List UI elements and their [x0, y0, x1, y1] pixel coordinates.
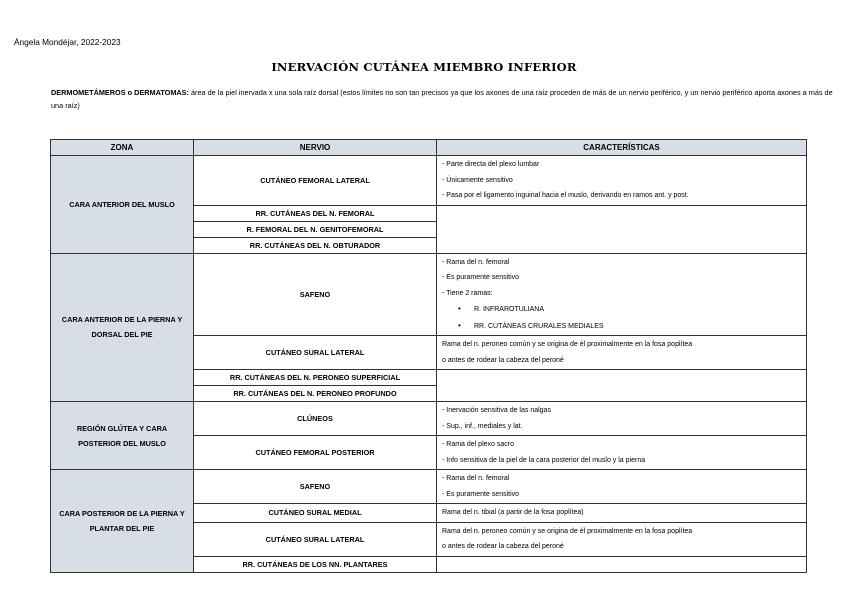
char-line: - Rama del n. femoral [442, 475, 510, 482]
page-title: INERVACIÓN CUTÁNEA MIEMBRO INFERIOR [271, 60, 577, 74]
intro-text: área de la piel inervada x una sola raíz dorsal (estos límites no son tan precisos ya que los axones de una raíz proceden de más de un nervio periférico, y un nervio periférico aporta axones a más de una raíz) [51, 88, 833, 110]
char-line: o antes de rodear la cabeza del peroné [442, 356, 564, 364]
zone-cell: CARA ANTERIOR DEL MUSLO [51, 156, 194, 254]
nerve-cell: CUTÁNEO SURAL MEDIAL [194, 504, 437, 523]
char-line: o antes de rodear la cabeza del peroné [442, 543, 564, 550]
characteristics-cell [437, 336, 807, 370]
char-line: - Sup., inf., mediales y lat. [442, 422, 523, 430]
table-row [51, 156, 807, 206]
characteristics-cell [437, 436, 807, 470]
nerve-cell: RR. CUTÁNEAS DE LOS NN. PLANTARES [194, 556, 437, 572]
characteristics-cell [437, 504, 807, 523]
intro-term: DERMOMETÁMEROS o DERMATOMAS: [51, 88, 189, 97]
characteristics-cell-empty [437, 205, 807, 253]
nerve-cell: CUTÁNEO FEMORAL POSTERIOR [194, 436, 437, 470]
char-line: - Rama del n. femoral [442, 258, 510, 266]
characteristics-cell [437, 253, 807, 336]
char-line: - Inervación sensitiva de las nalgas [442, 407, 551, 414]
nerve-cell: R. FEMORAL DEL N. GENITOFEMORAL [194, 221, 437, 237]
zone-cell: CARA ANTERIOR DE LA PIERNA Y DORSAL DEL PIE [51, 253, 194, 402]
char-bullet: • RR. CUTÁNEAS CRURALES MEDIALES [442, 318, 801, 335]
characteristics-cell [437, 402, 807, 436]
author-line: Ángela Mondéjar, 2022-2023 [14, 37, 121, 47]
zone-cell: CARA POSTERIOR DE LA PIERNA Y PLANTAR DEL PIE [51, 470, 194, 573]
char-bullet: • R. INFRAROTULIANA [442, 301, 801, 318]
char-line: Rama del n. peroneo común y se origina de él proximalmente en la fosa poplítea [442, 341, 693, 348]
nerve-cell: CUTÁNEO FEMORAL LATERAL [194, 156, 437, 206]
nerve-cell: RR. CUTÁNEAS DEL N. PERONEO SUPERFICIAL [194, 370, 437, 386]
nerve-cell: RR. CUTÁNEAS DEL N. OBTURADOR [194, 237, 437, 253]
char-line: Rama del n. peroneo común y se origina de él proximalmente en la fosa poplítea [442, 527, 693, 535]
header-nervio: NERVIO [194, 140, 437, 156]
char-line: - Rama del plexo sacro [442, 441, 514, 448]
nerve-cell: CLÚNEOS [194, 402, 437, 436]
characteristics-cell [437, 470, 807, 504]
char-line: - Pasa por el ligamento inguinal hacia el muslo, derivando en ramos ant. y post. [442, 192, 689, 199]
nerve-cell: CUTÁNEO SURAL LATERAL [194, 522, 437, 556]
char-line: - Es puramente sensitivo [442, 490, 520, 498]
table-row [51, 470, 807, 504]
header-zona: ZONA [51, 140, 194, 156]
zone-cell: REGIÓN GLÚTEA Y CARA POSTERIOR DEL MUSLO [51, 402, 194, 470]
header-row [51, 140, 807, 156]
header-caracteristicas: CARACTERÍSTICAS [437, 140, 807, 156]
char-line: - Info sensitiva de la piel de la cara posterior del muslo y la pierna [442, 456, 646, 464]
characteristics-cell-empty [437, 556, 807, 572]
char-line: - Parte directa del plexo lumbar [442, 161, 540, 168]
nerve-cell: SAFENO [194, 470, 437, 504]
innervation-table [50, 139, 807, 573]
characteristics-cell [437, 156, 807, 206]
table-row [51, 253, 807, 336]
nerve-cell: SAFENO [194, 253, 437, 336]
table-row [51, 402, 807, 436]
char-line: - Únicamente sensitivo [442, 176, 513, 184]
char-line: Rama del n. tibial (a partir de la fosa poplítea) [442, 509, 584, 516]
intro-paragraph [51, 86, 836, 112]
characteristics-cell [437, 522, 807, 556]
characteristics-cell-empty [437, 370, 807, 402]
char-line: - Es puramente sensitivo [442, 274, 520, 281]
nerve-cell: CUTÁNEO SURAL LATERAL [194, 336, 437, 370]
char-line: - Tiene 2 ramas: [442, 289, 493, 297]
nerve-cell: RR. CUTÁNEAS DEL N. FEMORAL [194, 205, 437, 221]
nerve-cell: RR. CUTÁNEAS DEL N. PERONEO PROFUNDO [194, 386, 437, 402]
